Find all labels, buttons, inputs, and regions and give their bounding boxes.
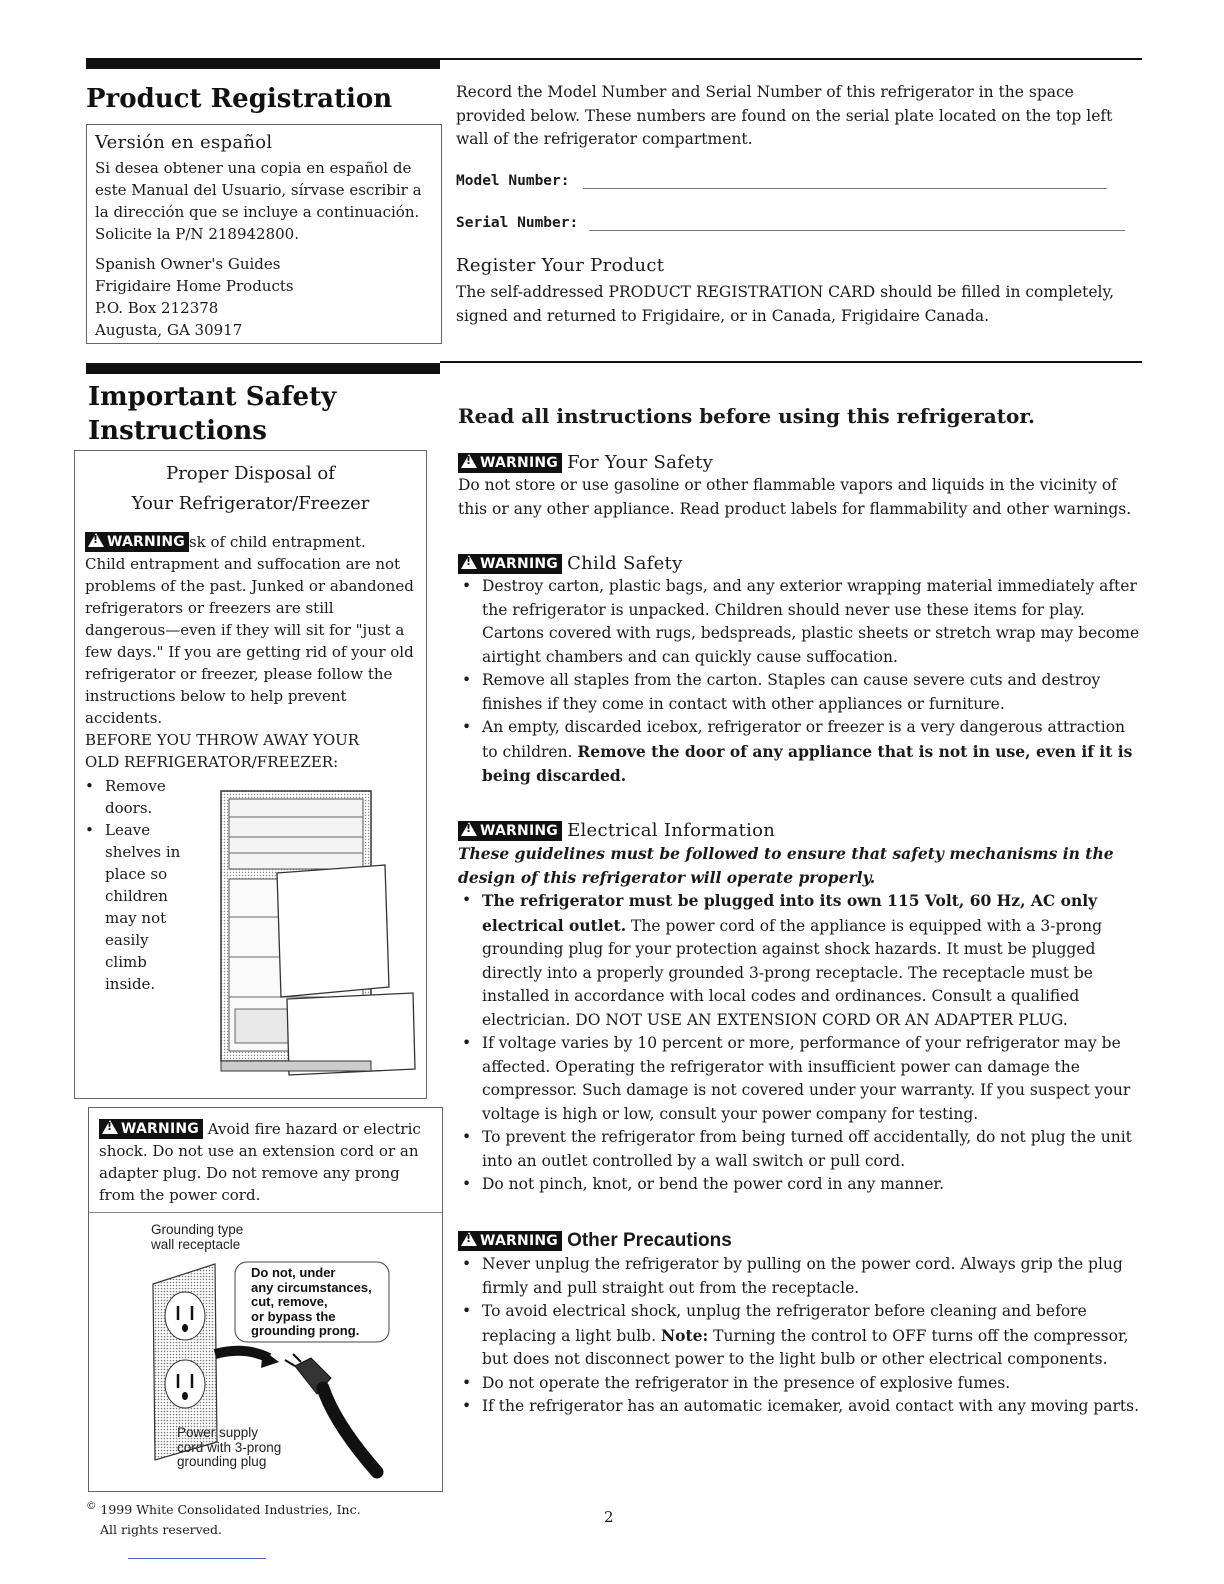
disposal-heading-line-1: Proper Disposal of — [166, 463, 335, 484]
serial-number-row — [456, 212, 1136, 236]
note-label: Note: — [660, 1325, 709, 1345]
safety-title-line-2: Instructions — [88, 416, 267, 446]
product-registration-title: Product Registration — [86, 84, 393, 114]
callout-line: Do not, under — [251, 1265, 336, 1280]
copyright — [86, 1496, 361, 1540]
callout-line: cut, remove, — [251, 1294, 328, 1309]
disposal-body: Child entrapment and suffocation are not problems of the past. Junked or abandoned refrigerators or freezers are still dangerous—even if they will sit for "just a few days." If you are getting rid of your old refrigerator or freezer, please follow the instructions below to help prevent accidents. — [85, 555, 414, 727]
spanish-text: Si desea obtener una copia en español de este Manual del Usuario, sírvase escribir a la dirección que se incluye a continuación. Solicite la P/N 218942800. — [95, 159, 422, 243]
model-number-row — [456, 170, 1136, 194]
power-cord-label — [177, 1426, 281, 1470]
read-all-instructions: Read all instructions before using this refrigerator. — [458, 404, 1036, 428]
copyright-line-1: 1999 White Consolidated Industries, Inc. — [100, 1502, 361, 1518]
precaution-text: Turning the control to OFF turns off the compressor, but does not disconnect power to the light bulb or other electrical components. — [482, 1326, 1129, 1368]
copyright-symbol: © — [86, 1500, 97, 1512]
electrical-heading: Electrical Information — [567, 820, 776, 841]
electrical-intro: These guidelines must be followed to ensure that safety mechanisms in the design of this refrigerator will operate properly. — [458, 844, 1114, 887]
receptacle-label-line-2: wall receptacle — [151, 1237, 241, 1252]
warning-badge: !WARNING — [458, 1231, 562, 1251]
list-item: • Do not pinch, knot, or bend the power cord in any manner. — [458, 1173, 1144, 1197]
list-item: • Remove all staples from the carton. Staples can cause severe cuts and destroy finishes if they come in contact with other appliances or furniture. — [458, 669, 1144, 716]
disposal-box — [74, 450, 427, 1099]
divider — [89, 1212, 442, 1213]
warning-triangle-icon — [461, 555, 477, 569]
child-safety-bullets — [458, 575, 1144, 789]
list-item: • To prevent the refrigerator from being turned off accidentally, do not plug the unit into an outlet controlled by a wall switch or pull cord. — [458, 1126, 1144, 1173]
list-item: • If voltage varies by 10 percent or more, performance of your refrigerator may be affected. Operating the refrigerator with insufficient power can damage the compressor. Such damage is not covered under your warranty. If you suspect your voltage is high or low, consult your power company for testing. — [458, 1032, 1144, 1126]
list-item: • Do not operate the refrigerator in the presence of explosive fumes. — [458, 1372, 1144, 1396]
warning-triangle-icon — [88, 533, 104, 547]
address-line-1: Spanish Owner's Guides — [95, 255, 281, 273]
electrical-bullets — [458, 889, 1144, 1197]
for-your-safety-heading: For Your Safety — [567, 452, 714, 473]
list-item — [458, 716, 1144, 789]
warning-triangle-icon — [102, 1120, 118, 1134]
footer-link-underline — [128, 1558, 266, 1559]
section-rule-thick — [86, 58, 440, 69]
list-item: • Leave shelves in place so children may not easily climb inside. — [81, 819, 181, 995]
record-instructions: Record the Model Number and Serial Number of this refrigerator in the space provided below. These numbers are found on the serial plate located on the top left wall of the refrigerator compartment. — [456, 83, 1113, 148]
other-precautions-section — [458, 1230, 1144, 1419]
receptacle-label — [151, 1222, 243, 1252]
electrical-section — [458, 820, 1144, 1197]
safety-title — [88, 380, 336, 448]
grounding-callout — [251, 1266, 372, 1339]
spanish-heading: Versión en español — [95, 132, 273, 153]
page-number: 2 — [604, 1508, 614, 1526]
address-line-4: Augusta, GA 30917 — [95, 321, 243, 339]
list-item: • Never unplug the refrigerator by pulling on the power cord. Always grip the plug firmly and pull straight out from the receptacle. — [458, 1253, 1144, 1300]
child-safety-section — [458, 553, 1144, 789]
warning-badge: !WARNING — [458, 821, 562, 841]
register-product-text: The self-addressed PRODUCT REGISTRATION CARD should be filled in completely, signed and returned to Frigidaire, or in Canada, Frigidaire Canada. — [456, 283, 1115, 325]
warning-badge: !WARNING — [458, 554, 562, 574]
list-item — [458, 889, 1144, 1032]
receptacle-label-line-1: Grounding type — [151, 1222, 244, 1237]
safety-title-line-1: Important Safety — [88, 382, 337, 412]
other-precautions-bullets — [458, 1253, 1144, 1419]
copyright-line-2: All rights reserved. — [100, 1522, 223, 1538]
warning-badge: !WARNING — [99, 1119, 203, 1139]
cord-label-line-1: Power supply — [177, 1425, 259, 1440]
register-product-heading: Register Your Product — [456, 255, 665, 276]
child-safety-text: An empty, discarded icebox, refrigerator or freezer is a very dangerous attraction to children. — [482, 718, 1126, 761]
warning-triangle-icon — [461, 1232, 477, 1246]
warning-triangle-icon — [461, 822, 477, 836]
before-throw-line-1: BEFORE YOU THROW AWAY YOUR — [85, 731, 360, 749]
model-number-field[interactable] — [583, 172, 1107, 189]
for-your-safety-text: Do not store or use gasoline or other flammable vapors and liquids in the vicinity of this or any other appliance. Read product labels for flammability and other warnings. — [458, 476, 1132, 518]
warning-badge: !WARNING — [85, 532, 189, 552]
cord-label-line-3: grounding plug — [177, 1454, 267, 1469]
disposal-heading-line-2: Your Refrigerator/Freezer — [131, 493, 370, 514]
address-line-3: P.O. Box 212378 — [95, 299, 219, 317]
callout-line: grounding prong. — [251, 1323, 360, 1338]
disposal-warning — [85, 531, 420, 553]
list-item: • Remove doors. — [81, 775, 181, 819]
spanish-version-box — [86, 124, 442, 344]
disposal-bullets — [81, 775, 181, 995]
before-throw-line-2: OLD REFRIGERATOR/FREEZER: — [85, 753, 339, 771]
fire-hazard-box — [88, 1107, 443, 1492]
model-number-label: Model Number: — [456, 173, 570, 189]
callout-line: or bypass the — [251, 1308, 336, 1324]
section-rule-thick — [86, 363, 440, 374]
section-rule-thin — [440, 58, 1142, 60]
open-refrigerator-illustration — [217, 787, 423, 1087]
callout-line: any circumstances, — [251, 1279, 372, 1295]
serial-number-field[interactable] — [589, 214, 1125, 231]
warning-triangle-icon — [461, 454, 477, 468]
electrical-emphasis: The refrigerator must be plugged into its own 115 Volt, 60 Hz, AC only electrical outlet. — [482, 891, 1098, 935]
child-safety-emphasis: Remove the door of any appliance that is not in use, even if it is being discarded. — [482, 741, 1133, 785]
disposal-heading — [75, 459, 426, 519]
list-item — [458, 1300, 1144, 1372]
precaution-text: To avoid electrical shock, unplug the refrigerator before cleaning and before replacing a light bulb. — [482, 1302, 1087, 1345]
disposal-warning-text: sk of child entrapment. — [188, 533, 366, 551]
warning-badge: !WARNING — [458, 453, 562, 473]
fire-warning-text: Avoid fire hazard or electric shock. Do not use an extension cord or an adapter plug. Do not remove any prong from the power cord. — [99, 1120, 421, 1204]
list-item: • If the refrigerator has an automatic icemaker, avoid contact with any moving parts. — [458, 1395, 1144, 1419]
cord-label-line-2: cord with 3-prong — [177, 1439, 282, 1455]
child-safety-heading: Child Safety — [567, 553, 683, 574]
list-item: • Destroy carton, plastic bags, and any exterior wrapping material immediately after the refrigerator is unpacked. Children should never use these items for play. Cartons covered with rugs, bedspreads, plastic sheets or stretch wrap may become airtight chambers and can quickly cause suffocation. — [458, 575, 1144, 669]
section-rule-thin — [440, 361, 1142, 363]
fire-warning — [99, 1118, 432, 1206]
for-your-safety-section — [458, 452, 1144, 521]
electrical-text: The power cord of the appliance is equipped with a 3-prong grounding plug for your protection against shock hazards. It must be plugged directly into a properly grounded 3-prong receptacle. The receptacle must be installed in accordance with local codes and ordinances. Consult a qualified electrician. DO NOT USE AN EXTENSION CORD OR AN ADAPTER PLUG. — [482, 916, 1103, 1029]
address-line-2: Frigidaire Home Products — [95, 277, 294, 295]
other-precautions-heading: Other Precautions — [567, 1230, 732, 1251]
serial-number-label: Serial Number: — [456, 215, 579, 231]
